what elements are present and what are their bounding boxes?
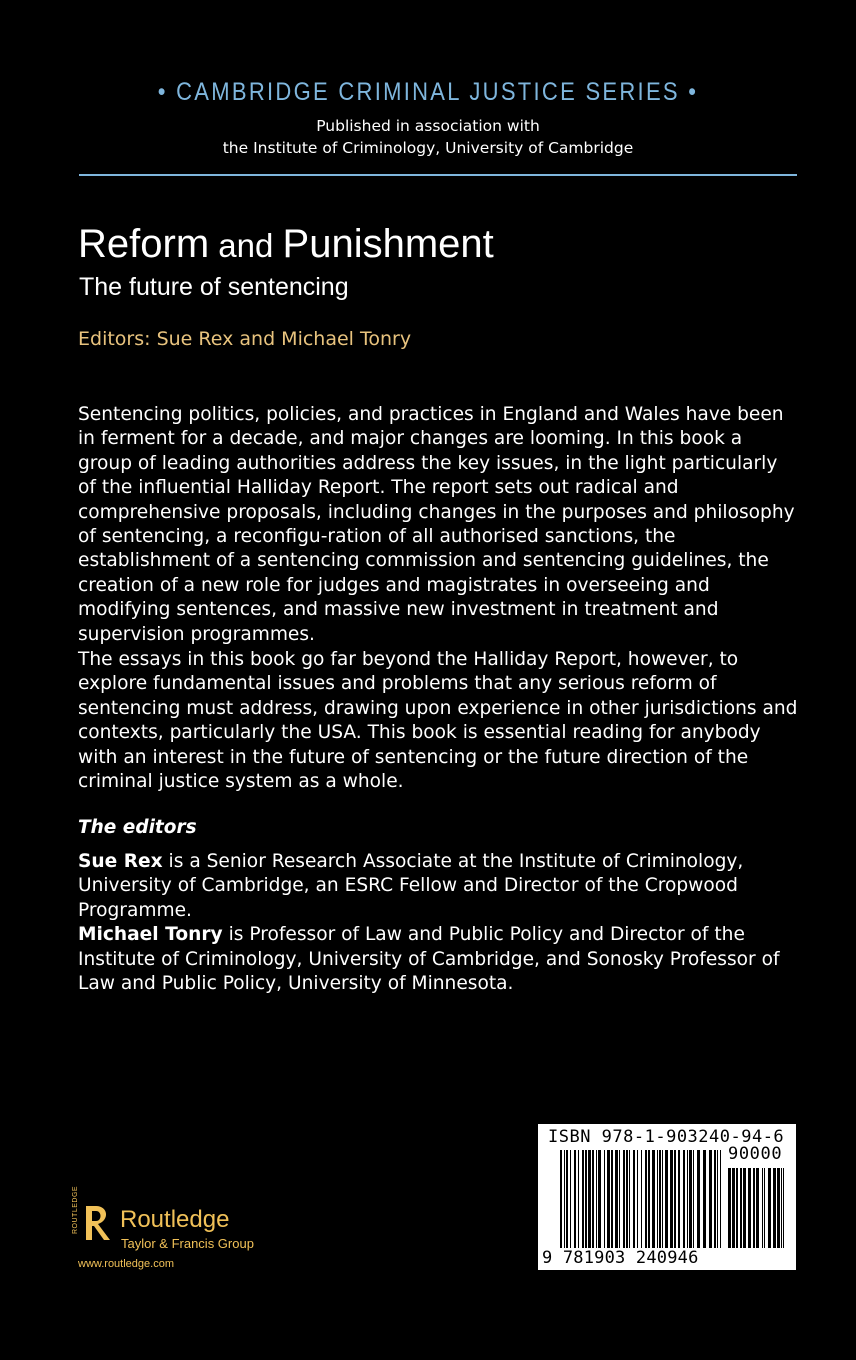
barcode-bar <box>714 1150 716 1248</box>
series-association <box>0 115 856 159</box>
barcode-bar <box>683 1150 685 1248</box>
barcode-bar <box>743 1168 746 1248</box>
barcode-bar <box>687 1150 688 1248</box>
association-line-1: Published in association with <box>316 117 540 135</box>
barcode-bar <box>582 1150 584 1248</box>
blurb-paragraph-1: Sentencing politics, policies, and practices in England and Wales have been in ferment for a decade, and major changes are looming. In this book a group of leading authorities address the key issues, in the light particularly of the influential Halliday Report. The report sets out radical and comprehensive proposals, including changes in the purposes and philosophy of sentencing, a reconfigu-ration of all authorised sanctions, the establishment of a sentencing commission and sentencing guidelines, the creation of a new role for judges and magistrates in overseeing and modifying sentences, and massive new investment in treatment and supervision programmes. <box>78 404 795 645</box>
blurb-paragraph-2: The essays in this book go far beyond the Halliday Report, however, to explore fundamental issues and problems that any serious reform of sentencing must address, drawing upon experience in other jurisdictions and contexts, particularly the USA. This book is essential reading for anybody with an interest in the future of sentencing or the future direction of the criminal justice system as a whole. <box>78 649 798 793</box>
barcode-bar <box>615 1150 618 1248</box>
title-word-and: and <box>209 227 283 264</box>
barcode-bar <box>637 1150 638 1248</box>
series-title: • CAMBRIDGE CRIMINAL JUSTICE SERIES • <box>157 78 699 106</box>
barcode-bar <box>657 1150 658 1248</box>
barcode-bar <box>773 1168 776 1248</box>
barcode-bar <box>598 1150 601 1248</box>
barcode-bar <box>709 1150 712 1248</box>
book-subtitle: The future of sentencing <box>79 273 349 301</box>
barcode-bar <box>652 1150 655 1248</box>
barcode-bar <box>648 1150 650 1248</box>
barcode-bar <box>693 1150 694 1248</box>
barcode-bar <box>585 1150 587 1248</box>
barcode-bar <box>596 1150 597 1248</box>
barcode-bar <box>670 1150 673 1248</box>
routledge-r-icon <box>74 1204 114 1254</box>
barcode-bar <box>768 1168 771 1248</box>
barcode-bar <box>781 1168 782 1248</box>
publisher-name: Routledge <box>120 1206 230 1233</box>
barcode-bar <box>728 1168 731 1248</box>
barcode-bar <box>570 1150 571 1248</box>
editors-bios <box>78 850 798 996</box>
barcode-bar <box>574 1150 576 1248</box>
barcode-bar <box>753 1168 755 1248</box>
price-code: 90000 <box>728 1144 783 1164</box>
barcode-bar <box>703 1150 706 1248</box>
barcode-bar <box>633 1150 635 1248</box>
barcode-bar <box>689 1150 692 1248</box>
barcode-bar <box>732 1168 735 1248</box>
barcode-bar <box>740 1168 742 1248</box>
publisher-group: Taylor & Francis Group <box>121 1236 254 1251</box>
barcode-bar <box>674 1150 676 1248</box>
barcode-bar <box>717 1150 718 1248</box>
barcode-bar <box>762 1168 763 1248</box>
barcode-bar <box>678 1150 680 1248</box>
book-title <box>78 222 494 267</box>
isbn-text: ISBN 978-1-903240-94-6 <box>548 1127 785 1147</box>
editors-heading: The editors <box>78 817 197 838</box>
barcode-bar <box>665 1150 668 1248</box>
barcode-bar <box>659 1150 661 1248</box>
ean-number: 9 781903 240946 <box>542 1248 699 1268</box>
editor-bio-1: is a Senior Research Associate at the Institute of Criminology, University of Cambridge, an ESRC Fellow and Director of the Cropwood Programme. <box>78 851 744 921</box>
barcode-bar <box>619 1150 620 1248</box>
isbn-barcode <box>538 1124 796 1270</box>
barcode-bar <box>560 1150 562 1248</box>
barcode-bar <box>736 1168 738 1248</box>
association-line-2: the Institute of Criminology, University of Cambridge <box>222 139 634 157</box>
barcode-bar <box>566 1150 568 1248</box>
barcode-bar <box>697 1150 700 1248</box>
barcode-bar <box>564 1150 565 1248</box>
barcode-bar <box>607 1150 610 1248</box>
editor-name-2: Michael Tonry <box>78 924 223 946</box>
barcode-bar <box>629 1150 630 1248</box>
publisher-url: www.routledge.com <box>78 1258 174 1270</box>
book-editors: Editors: Sue Rex and Michael Tonry <box>78 328 412 350</box>
barcode-bar <box>645 1150 647 1248</box>
barcode-bar <box>720 1150 721 1248</box>
publisher-vertical-text: ROUTLEDGE <box>72 1185 79 1234</box>
barcode-bar <box>748 1168 751 1248</box>
barcode-bar <box>777 1168 780 1248</box>
editor-name-1: Sue Rex <box>78 851 163 872</box>
barcode-bar <box>641 1150 642 1248</box>
barcode-bar <box>626 1150 628 1248</box>
barcode-bar <box>578 1150 579 1248</box>
title-word-reform: Reform <box>78 222 210 266</box>
barcode-bar <box>756 1168 759 1248</box>
barcode-bar <box>764 1168 765 1248</box>
barcode-bar <box>592 1150 594 1248</box>
title-word-punishment: Punishment <box>282 222 494 266</box>
barcode-bar <box>623 1150 625 1248</box>
divider-rule <box>79 174 797 176</box>
barcode-bar <box>611 1150 613 1248</box>
barcode-bar <box>783 1168 784 1248</box>
editor-bio-2: is Professor of Law and Public Policy and Director of the Institute of Criminology, University of Cambridge, and Sonosky Professor of Law and Public Policy, University of Minnesota. <box>78 924 780 995</box>
barcode-bar <box>604 1150 605 1248</box>
barcode-bar <box>588 1150 591 1248</box>
barcode-bar <box>662 1150 663 1248</box>
